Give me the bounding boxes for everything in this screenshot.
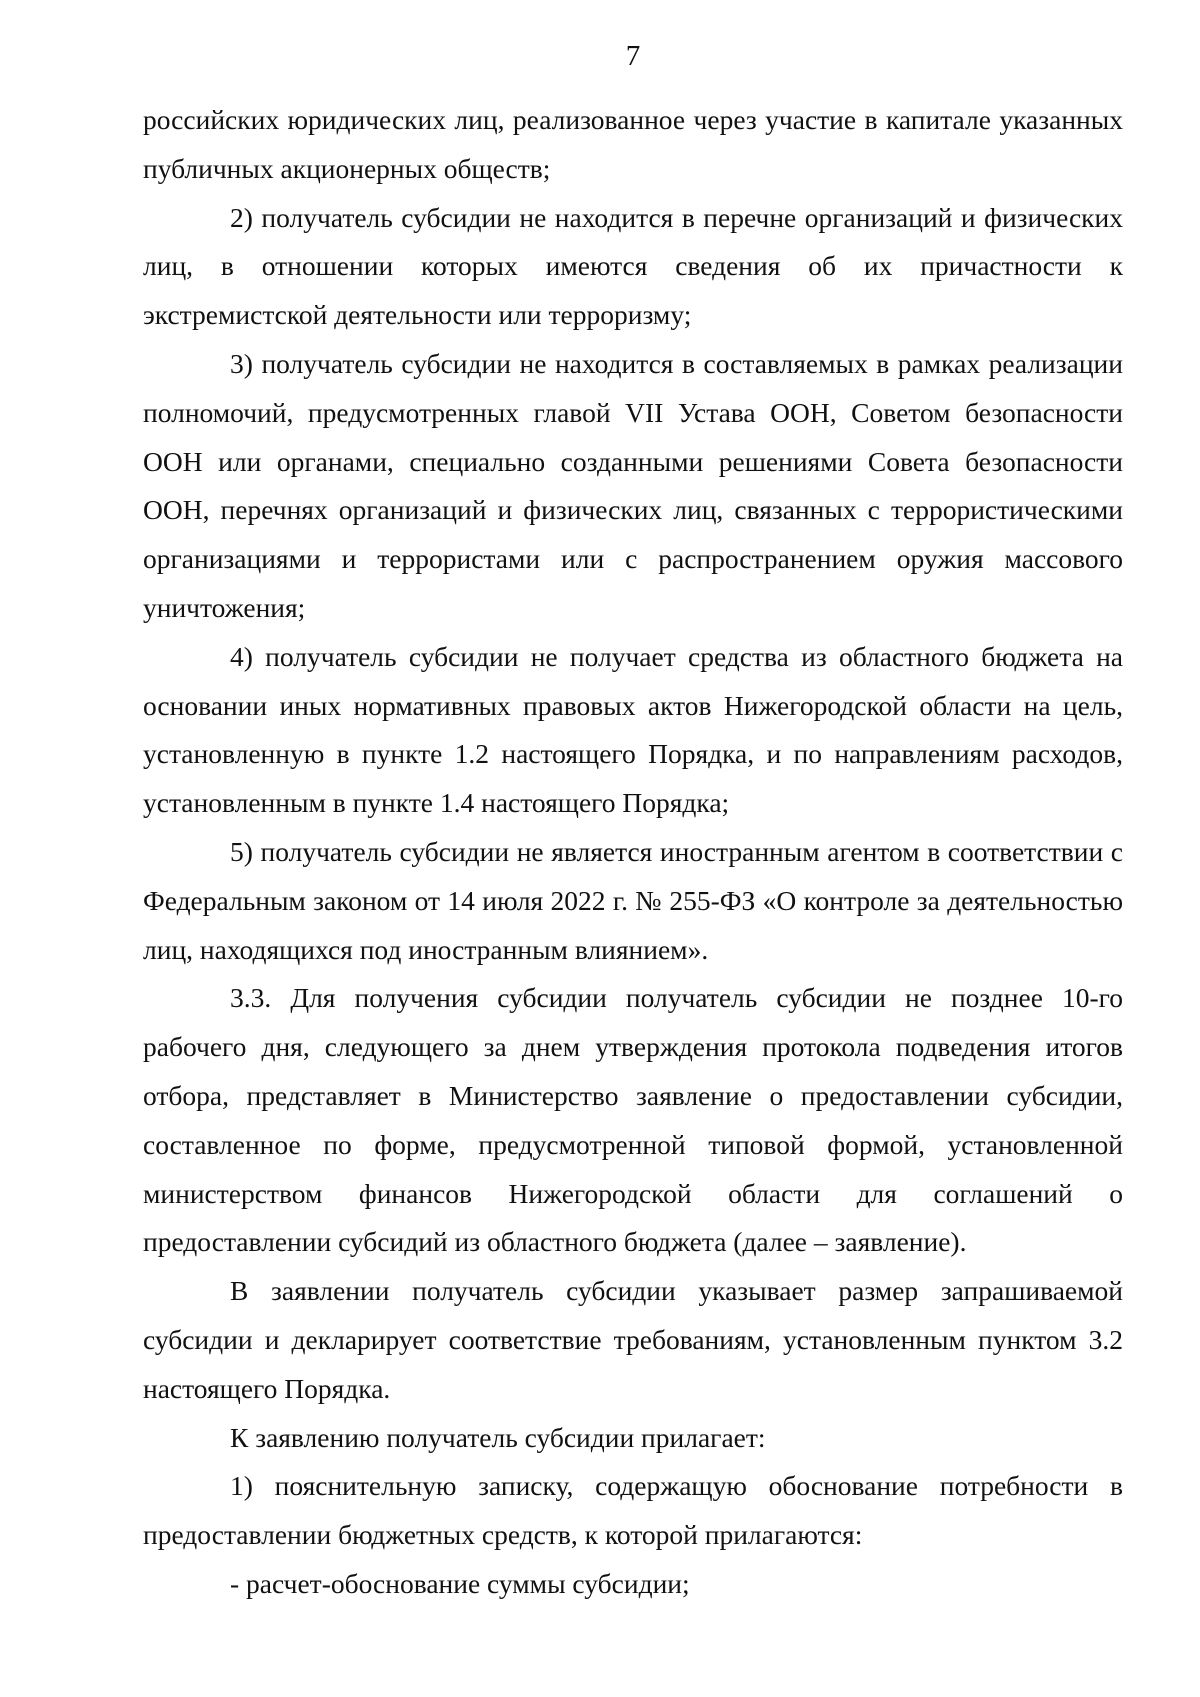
paragraph-attachment-1: 1) пояснительную записку, содержащую обоснование потребности в предоставлении бюджетных средств, к которой прилагаются: — [143, 1470, 1123, 1551]
paragraph-item-2: 2) получатель субсидии не находится в перечне организаций и физических лиц, в отношении которых имеются сведения об их причастности к экстремистской деятельности или терроризму; — [143, 201, 1123, 331]
paragraph-item-5: 5) получатель субсидии не является иностранным агентом в соответствии с Федеральным законом от 14 июля 2022 г. № 255-ФЗ «О контроле за деятельностью лиц, находящихся под иностранным влиянием». — [143, 835, 1123, 965]
paragraph-attachment-1-bullet: - расчет-обоснование суммы субсидии; — [230, 1567, 690, 1599]
paragraph-section-3-3: 3.3. Для получения субсидии получатель субсидии не позднее 10-го рабочего дня, следующего за днем утверждения протокола подведения итогов отбора, представляет в Министерство заявление о предоставлении субсидии, составленное по форме, предусмотренной типовой формой, установленной министерством финансов Нижегородской области для соглашений о предоставлении субсидий из областного бюджета (далее – заявление). — [143, 982, 1123, 1258]
paragraph-continuation: российских юридических лиц, реализованное через участие в капитале указанных публичных акционерных обществ; — [143, 104, 1123, 184]
paragraph-attachments-intro: К заявлению получатель субсидии прилагает: — [230, 1421, 766, 1453]
page-number: 7 — [625, 40, 641, 72]
document-body — [143, 96, 1123, 1609]
paragraph-item-4: 4) получатель субсидии не получает средства из областного бюджета на основании иных нормативных правовых актов Нижегородской области на цель, установленную в пункте 1.2 настоящего Порядка, и по направлениям расходов, установленным в пункте 1.4 настоящего Порядка; — [143, 640, 1123, 819]
paragraph-item-3: 3) получатель субсидии не находится в составляемых в рамках реализации полномочий, предусмотренных главой VII Устава ООН, Советом безопасности ООН или органами, специально созданными решениями Совета безопасности ООН, перечнях организаций и физических лиц, связанных с террористическими организациями и террористами или с распространением оружия массового уничтожения; — [143, 347, 1123, 623]
paragraph-application-content: В заявлении получатель субсидии указывает размер запрашиваемой субсидии и декларирует соответствие требованиям, установленным пунктом 3.2 настоящего Порядка. — [143, 1275, 1123, 1404]
